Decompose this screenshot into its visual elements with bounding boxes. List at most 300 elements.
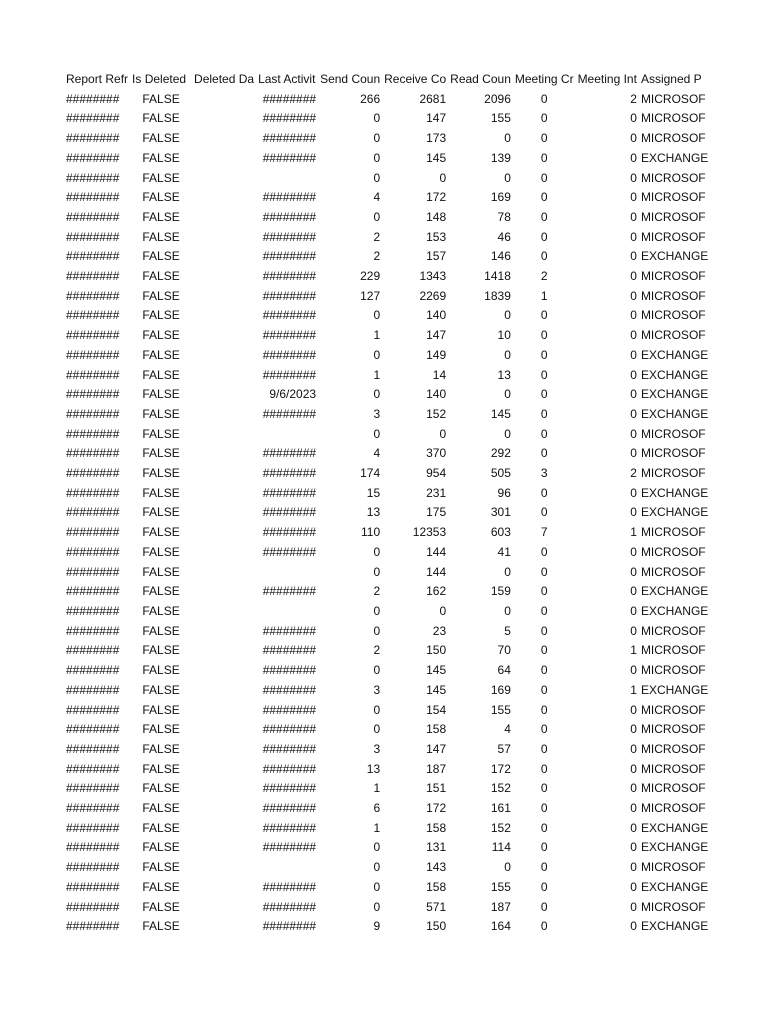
receive-count-cell[interactable]: 152 (426, 406, 447, 421)
assigned-products-cell[interactable]: MICROSOF (640, 446, 706, 461)
is-deleted-cell[interactable]: FALSE (142, 761, 180, 776)
meeting-created-cell[interactable]: 0 (540, 544, 548, 559)
last-activity-cell[interactable]: ######## (262, 801, 317, 816)
meeting-interacted-cell[interactable]: 0 (630, 505, 637, 520)
send-count-cell[interactable]: 2 (373, 643, 381, 658)
read-count-cell[interactable]: 5 (504, 623, 511, 638)
send-count-cell[interactable]: 127 (360, 288, 381, 303)
report-refresh-cell[interactable]: ######## (66, 249, 120, 264)
deleted-date-cell[interactable] (192, 622, 256, 642)
receive-count-cell[interactable]: 12353 (412, 525, 447, 540)
assigned-products-cell[interactable]: MICROSOF (640, 466, 706, 481)
send-count-cell[interactable]: 0 (373, 603, 381, 618)
read-count-cell[interactable]: 0 (504, 564, 511, 579)
receive-count-cell[interactable]: 158 (426, 722, 447, 737)
meeting-created-cell[interactable]: 0 (540, 840, 548, 855)
header-send-count[interactable]: Send Coun (320, 72, 381, 86)
meeting-created-cell[interactable]: 0 (540, 111, 548, 126)
assigned-products-cell[interactable]: EXCHANGE (640, 820, 709, 835)
meeting-interacted-cell[interactable]: 0 (630, 781, 637, 796)
report-refresh-cell[interactable]: ######## (66, 505, 120, 520)
assigned-products-cell[interactable]: MICROSOF (640, 229, 706, 244)
send-count-cell[interactable]: 0 (373, 111, 381, 126)
send-count-cell[interactable]: 1 (373, 781, 381, 796)
meeting-interacted-cell[interactable]: 0 (630, 702, 637, 717)
report-refresh-cell[interactable]: ######## (66, 820, 120, 835)
assigned-products-cell[interactable]: MICROSOF (640, 663, 706, 678)
send-count-cell[interactable]: 0 (373, 426, 381, 441)
send-count-cell[interactable]: 3 (373, 406, 381, 421)
read-count-cell[interactable]: 0 (504, 347, 511, 362)
meeting-created-cell[interactable]: 0 (540, 150, 548, 165)
send-count-cell[interactable]: 1 (373, 328, 381, 343)
deleted-date-cell[interactable] (192, 838, 256, 858)
meeting-created-cell[interactable]: 0 (540, 820, 548, 835)
read-count-cell[interactable]: 0 (504, 860, 511, 875)
is-deleted-cell[interactable]: FALSE (142, 682, 180, 697)
is-deleted-cell[interactable]: FALSE (142, 722, 180, 737)
is-deleted-cell[interactable]: FALSE (142, 663, 180, 678)
meeting-interacted-cell[interactable]: 0 (630, 544, 637, 559)
report-refresh-cell[interactable]: ######## (66, 485, 120, 500)
deleted-date-cell[interactable] (192, 109, 256, 129)
meeting-interacted-cell[interactable]: 0 (630, 229, 637, 244)
assigned-products-cell[interactable]: MICROSOF (640, 170, 706, 185)
send-count-cell[interactable]: 110 (360, 525, 381, 540)
last-activity-cell[interactable]: ######## (262, 643, 317, 658)
report-refresh-cell[interactable]: ######## (66, 308, 120, 323)
send-count-cell[interactable]: 0 (373, 623, 381, 638)
is-deleted-cell[interactable]: FALSE (142, 190, 180, 205)
deleted-date-cell[interactable] (192, 425, 256, 445)
assigned-products-cell[interactable]: EXCHANGE (640, 840, 709, 855)
assigned-products-cell[interactable]: EXCHANGE (640, 485, 709, 500)
last-activity-cell[interactable]: ######## (262, 525, 317, 540)
receive-count-cell[interactable]: 153 (426, 229, 447, 244)
send-count-cell[interactable]: 0 (373, 209, 381, 224)
meeting-interacted-cell[interactable]: 0 (630, 801, 637, 816)
last-activity-cell[interactable]: ######## (262, 209, 317, 224)
send-count-cell[interactable]: 2 (373, 249, 381, 264)
report-refresh-cell[interactable]: ######## (66, 466, 120, 481)
meeting-interacted-cell[interactable]: 0 (630, 919, 637, 934)
deleted-date-cell[interactable] (192, 385, 256, 405)
is-deleted-cell[interactable]: FALSE (142, 269, 180, 284)
deleted-date-cell[interactable] (192, 366, 256, 386)
assigned-products-cell[interactable]: MICROSOF (640, 269, 706, 284)
meeting-created-cell[interactable]: 0 (540, 308, 548, 323)
meeting-interacted-cell[interactable]: 0 (630, 663, 637, 678)
meeting-interacted-cell[interactable]: 0 (630, 308, 637, 323)
meeting-interacted-cell[interactable]: 0 (630, 131, 637, 146)
send-count-cell[interactable]: 2 (373, 584, 381, 599)
header-report-refresh[interactable]: Report Refr (66, 72, 129, 86)
meeting-created-cell[interactable]: 0 (540, 190, 548, 205)
deleted-date-cell[interactable] (192, 602, 256, 622)
meeting-created-cell[interactable]: 0 (540, 229, 548, 244)
receive-count-cell[interactable]: 143 (426, 860, 447, 875)
last-activity-cell[interactable]: ######## (262, 308, 317, 323)
meeting-created-cell[interactable]: 0 (540, 347, 548, 362)
last-activity-cell[interactable]: ######## (262, 446, 317, 461)
assigned-products-cell[interactable]: MICROSOF (640, 91, 706, 106)
meeting-interacted-cell[interactable]: 0 (630, 269, 637, 284)
meeting-created-cell[interactable]: 0 (540, 249, 548, 264)
meeting-created-cell[interactable]: 0 (540, 485, 548, 500)
last-activity-cell[interactable]: ######## (262, 466, 317, 481)
meeting-interacted-cell[interactable]: 0 (630, 722, 637, 737)
last-activity-cell[interactable] (256, 425, 318, 445)
assigned-products-cell[interactable]: MICROSOF (640, 328, 706, 343)
last-activity-cell[interactable]: ######## (262, 919, 317, 934)
send-count-cell[interactable]: 229 (360, 269, 381, 284)
receive-count-cell[interactable]: 158 (426, 879, 447, 894)
meeting-interacted-cell[interactable]: 0 (630, 741, 637, 756)
is-deleted-cell[interactable]: FALSE (142, 347, 180, 362)
is-deleted-cell[interactable]: FALSE (142, 820, 180, 835)
last-activity-cell[interactable] (256, 169, 318, 189)
last-activity-cell[interactable]: ######## (262, 150, 317, 165)
read-count-cell[interactable]: 603 (490, 525, 511, 540)
report-refresh-cell[interactable]: ######## (66, 860, 120, 875)
receive-count-cell[interactable]: 157 (426, 249, 447, 264)
meeting-interacted-cell[interactable]: 1 (630, 525, 637, 540)
meeting-interacted-cell[interactable]: 0 (630, 899, 637, 914)
send-count-cell[interactable]: 0 (373, 879, 381, 894)
last-activity-cell[interactable]: ######## (262, 702, 317, 717)
read-count-cell[interactable]: 159 (490, 584, 511, 599)
read-count-cell[interactable]: 0 (504, 131, 511, 146)
send-count-cell[interactable]: 0 (373, 544, 381, 559)
send-count-cell[interactable]: 0 (373, 170, 381, 185)
report-refresh-cell[interactable]: ######## (66, 91, 120, 106)
report-refresh-cell[interactable]: ######## (66, 781, 120, 796)
receive-count-cell[interactable]: 158 (426, 820, 447, 835)
last-activity-cell[interactable] (256, 858, 318, 878)
send-count-cell[interactable]: 3 (373, 682, 381, 697)
receive-count-cell[interactable]: 150 (426, 643, 447, 658)
read-count-cell[interactable]: 4 (504, 722, 511, 737)
deleted-date-cell[interactable] (192, 326, 256, 346)
meeting-interacted-cell[interactable]: 0 (630, 426, 637, 441)
meeting-created-cell[interactable]: 0 (540, 682, 548, 697)
receive-count-cell[interactable]: 231 (426, 485, 447, 500)
last-activity-cell[interactable]: ######## (262, 781, 317, 796)
report-refresh-cell[interactable]: ######## (66, 111, 120, 126)
report-refresh-cell[interactable]: ######## (66, 801, 120, 816)
deleted-date-cell[interactable] (192, 444, 256, 464)
report-refresh-cell[interactable]: ######## (66, 899, 120, 914)
report-refresh-cell[interactable]: ######## (66, 702, 120, 717)
receive-count-cell[interactable]: 151 (426, 781, 447, 796)
send-count-cell[interactable]: 2 (373, 229, 381, 244)
report-refresh-cell[interactable]: ######## (66, 406, 120, 421)
header-last-activity[interactable]: Last Activit (258, 72, 316, 86)
deleted-date-cell[interactable] (192, 90, 256, 110)
assigned-products-cell[interactable]: MICROSOF (640, 623, 706, 638)
send-count-cell[interactable]: 0 (373, 663, 381, 678)
last-activity-cell[interactable]: ######## (262, 111, 317, 126)
is-deleted-cell[interactable]: FALSE (142, 406, 180, 421)
last-activity-cell[interactable]: ######## (262, 328, 317, 343)
read-count-cell[interactable]: 172 (490, 761, 511, 776)
read-count-cell[interactable]: 46 (497, 229, 511, 244)
last-activity-cell[interactable]: ######## (262, 741, 317, 756)
header-deleted-date[interactable]: Deleted Da (194, 72, 255, 86)
last-activity-cell[interactable] (256, 563, 318, 583)
read-count-cell[interactable]: 57 (497, 741, 511, 756)
last-activity-cell[interactable]: ######## (262, 899, 317, 914)
is-deleted-cell[interactable]: FALSE (142, 426, 180, 441)
last-activity-cell[interactable]: ######## (262, 288, 317, 303)
is-deleted-cell[interactable]: FALSE (142, 328, 180, 343)
deleted-date-cell[interactable] (192, 503, 256, 523)
meeting-interacted-cell[interactable]: 0 (630, 209, 637, 224)
report-refresh-cell[interactable]: ######## (66, 879, 120, 894)
is-deleted-cell[interactable]: FALSE (142, 840, 180, 855)
assigned-products-cell[interactable]: MICROSOF (640, 209, 706, 224)
receive-count-cell[interactable]: 140 (426, 308, 447, 323)
receive-count-cell[interactable]: 173 (426, 131, 447, 146)
read-count-cell[interactable]: 64 (497, 663, 511, 678)
meeting-interacted-cell[interactable]: 2 (630, 466, 637, 481)
deleted-date-cell[interactable] (192, 661, 256, 681)
last-activity-cell[interactable]: 9/6/2023 (269, 387, 317, 402)
meeting-created-cell[interactable]: 0 (540, 426, 548, 441)
assigned-products-cell[interactable]: EXCHANGE (640, 584, 709, 599)
meeting-created-cell[interactable]: 7 (540, 525, 548, 540)
last-activity-cell[interactable]: ######## (262, 229, 317, 244)
send-count-cell[interactable]: 0 (373, 564, 381, 579)
read-count-cell[interactable]: 292 (490, 446, 511, 461)
meeting-interacted-cell[interactable]: 1 (630, 682, 637, 697)
meeting-created-cell[interactable]: 0 (540, 702, 548, 717)
report-refresh-cell[interactable]: ######## (66, 919, 120, 934)
receive-count-cell[interactable]: 145 (426, 682, 447, 697)
last-activity-cell[interactable]: ######## (262, 505, 317, 520)
last-activity-cell[interactable] (256, 602, 318, 622)
receive-count-cell[interactable]: 145 (426, 663, 447, 678)
receive-count-cell[interactable]: 187 (426, 761, 447, 776)
send-count-cell[interactable]: 4 (373, 190, 381, 205)
receive-count-cell[interactable]: 172 (426, 190, 447, 205)
assigned-products-cell[interactable]: MICROSOF (640, 564, 706, 579)
is-deleted-cell[interactable]: FALSE (142, 525, 180, 540)
is-deleted-cell[interactable]: FALSE (142, 229, 180, 244)
is-deleted-cell[interactable]: FALSE (142, 170, 180, 185)
read-count-cell[interactable]: 114 (491, 840, 511, 855)
is-deleted-cell[interactable]: FALSE (142, 801, 180, 816)
deleted-date-cell[interactable] (192, 247, 256, 267)
last-activity-cell[interactable]: ######## (262, 663, 317, 678)
is-deleted-cell[interactable]: FALSE (142, 702, 180, 717)
send-count-cell[interactable]: 3 (373, 741, 381, 756)
deleted-date-cell[interactable] (192, 858, 256, 878)
meeting-created-cell[interactable]: 0 (540, 919, 548, 934)
assigned-products-cell[interactable]: MICROSOF (640, 702, 706, 717)
read-count-cell[interactable]: 145 (490, 406, 511, 421)
send-count-cell[interactable]: 0 (373, 387, 381, 402)
deleted-date-cell[interactable] (192, 563, 256, 583)
send-count-cell[interactable]: 0 (373, 308, 381, 323)
receive-count-cell[interactable]: 954 (426, 466, 447, 481)
is-deleted-cell[interactable]: FALSE (142, 741, 180, 756)
meeting-created-cell[interactable]: 0 (540, 209, 548, 224)
send-count-cell[interactable]: 6 (373, 801, 381, 816)
last-activity-cell[interactable]: ######## (262, 879, 317, 894)
is-deleted-cell[interactable]: FALSE (142, 91, 180, 106)
read-count-cell[interactable]: 96 (497, 485, 511, 500)
deleted-date-cell[interactable] (192, 208, 256, 228)
last-activity-cell[interactable]: ######## (262, 544, 317, 559)
read-count-cell[interactable]: 164 (490, 919, 511, 934)
last-activity-cell[interactable]: ######## (262, 131, 317, 146)
last-activity-cell[interactable]: ######## (262, 91, 317, 106)
meeting-interacted-cell[interactable]: 0 (630, 820, 637, 835)
read-count-cell[interactable]: 1418 (484, 269, 511, 284)
send-count-cell[interactable]: 174 (360, 466, 381, 481)
is-deleted-cell[interactable]: FALSE (142, 446, 180, 461)
report-refresh-cell[interactable]: ######## (66, 426, 120, 441)
read-count-cell[interactable]: 301 (490, 505, 511, 520)
report-refresh-cell[interactable]: ######## (66, 288, 120, 303)
read-count-cell[interactable]: 10 (497, 328, 511, 343)
is-deleted-cell[interactable]: FALSE (142, 781, 180, 796)
read-count-cell[interactable]: 0 (504, 426, 511, 441)
read-count-cell[interactable]: 78 (497, 209, 511, 224)
assigned-products-cell[interactable]: EXCHANGE (640, 505, 709, 520)
deleted-date-cell[interactable] (192, 188, 256, 208)
is-deleted-cell[interactable]: FALSE (142, 879, 180, 894)
send-count-cell[interactable]: 15 (366, 485, 381, 500)
assigned-products-cell[interactable]: EXCHANGE (640, 347, 709, 362)
deleted-date-cell[interactable] (192, 484, 256, 504)
deleted-date-cell[interactable] (192, 582, 256, 602)
meeting-created-cell[interactable]: 2 (540, 269, 548, 284)
receive-count-cell[interactable]: 147 (426, 741, 447, 756)
meeting-interacted-cell[interactable]: 0 (630, 367, 637, 382)
last-activity-cell[interactable]: ######## (262, 485, 317, 500)
assigned-products-cell[interactable]: MICROSOF (640, 426, 706, 441)
header-read-count[interactable]: Read Coun (450, 72, 511, 86)
send-count-cell[interactable]: 1 (373, 367, 381, 382)
read-count-cell[interactable]: 169 (490, 682, 511, 697)
deleted-date-cell[interactable] (192, 720, 256, 740)
deleted-date-cell[interactable] (192, 878, 256, 898)
meeting-created-cell[interactable]: 0 (540, 564, 548, 579)
assigned-products-cell[interactable]: MICROSOF (640, 722, 706, 737)
is-deleted-cell[interactable]: FALSE (142, 603, 180, 618)
assigned-products-cell[interactable]: MICROSOF (640, 899, 706, 914)
send-count-cell[interactable]: 0 (373, 840, 381, 855)
meeting-created-cell[interactable]: 0 (540, 781, 548, 796)
meeting-created-cell[interactable]: 0 (540, 131, 548, 146)
report-refresh-cell[interactable]: ######## (66, 150, 120, 165)
receive-count-cell[interactable]: 172 (426, 801, 447, 816)
is-deleted-cell[interactable]: FALSE (142, 623, 180, 638)
report-refresh-cell[interactable]: ######## (66, 328, 120, 343)
meeting-created-cell[interactable]: 0 (540, 603, 548, 618)
assigned-products-cell[interactable]: EXCHANGE (640, 406, 709, 421)
header-receive-count[interactable]: Receive Co (384, 72, 447, 86)
receive-count-cell[interactable]: 14 (432, 367, 447, 382)
read-count-cell[interactable]: 146 (490, 249, 511, 264)
send-count-cell[interactable]: 0 (373, 722, 381, 737)
meeting-interacted-cell[interactable]: 0 (630, 190, 637, 205)
last-activity-cell[interactable]: ######## (262, 682, 317, 697)
read-count-cell[interactable]: 161 (490, 801, 511, 816)
receive-count-cell[interactable]: 0 (439, 603, 447, 618)
is-deleted-cell[interactable]: FALSE (142, 308, 180, 323)
report-refresh-cell[interactable]: ######## (66, 722, 120, 737)
meeting-created-cell[interactable]: 0 (540, 879, 548, 894)
meeting-created-cell[interactable]: 0 (540, 367, 548, 382)
report-refresh-cell[interactable]: ######## (66, 209, 120, 224)
report-refresh-cell[interactable]: ######## (66, 347, 120, 362)
last-activity-cell[interactable]: ######## (262, 820, 317, 835)
meeting-created-cell[interactable]: 0 (540, 801, 548, 816)
meeting-created-cell[interactable]: 0 (540, 584, 548, 599)
deleted-date-cell[interactable] (192, 779, 256, 799)
last-activity-cell[interactable]: ######## (262, 269, 317, 284)
is-deleted-cell[interactable]: FALSE (142, 919, 180, 934)
send-count-cell[interactable]: 0 (373, 860, 381, 875)
meeting-created-cell[interactable]: 3 (540, 466, 548, 481)
meeting-interacted-cell[interactable]: 0 (630, 328, 637, 343)
assigned-products-cell[interactable]: EXCHANGE (640, 603, 709, 618)
deleted-date-cell[interactable] (192, 287, 256, 307)
report-refresh-cell[interactable]: ######## (66, 603, 120, 618)
meeting-created-cell[interactable]: 0 (540, 446, 548, 461)
send-count-cell[interactable]: 13 (366, 505, 381, 520)
deleted-date-cell[interactable] (192, 169, 256, 189)
meeting-created-cell[interactable]: 0 (540, 91, 548, 106)
assigned-products-cell[interactable]: MICROSOF (640, 643, 706, 658)
receive-count-cell[interactable]: 147 (426, 111, 447, 126)
is-deleted-cell[interactable]: FALSE (142, 643, 180, 658)
deleted-date-cell[interactable] (192, 701, 256, 721)
report-refresh-cell[interactable]: ######## (66, 229, 120, 244)
report-refresh-cell[interactable]: ######## (66, 544, 120, 559)
header-meeting-interacted[interactable]: Meeting Int (577, 72, 637, 86)
assigned-products-cell[interactable]: EXCHANGE (640, 249, 709, 264)
deleted-date-cell[interactable] (192, 405, 256, 425)
header-is-deleted[interactable]: Is Deleted (132, 72, 187, 86)
last-activity-cell[interactable]: ######## (262, 249, 317, 264)
read-count-cell[interactable]: 13 (497, 367, 511, 382)
receive-count-cell[interactable]: 131 (426, 840, 447, 855)
receive-count-cell[interactable]: 571 (426, 899, 447, 914)
assigned-products-cell[interactable]: EXCHANGE (640, 919, 709, 934)
send-count-cell[interactable]: 4 (373, 446, 381, 461)
read-count-cell[interactable]: 70 (497, 643, 511, 658)
meeting-interacted-cell[interactable]: 0 (630, 761, 637, 776)
meeting-interacted-cell[interactable]: 0 (630, 485, 637, 500)
is-deleted-cell[interactable]: FALSE (142, 387, 180, 402)
report-refresh-cell[interactable]: ######## (66, 623, 120, 638)
last-activity-cell[interactable]: ######## (262, 584, 317, 599)
last-activity-cell[interactable]: ######## (262, 347, 317, 362)
deleted-date-cell[interactable] (192, 543, 256, 563)
meeting-created-cell[interactable]: 0 (540, 387, 548, 402)
receive-count-cell[interactable]: 149 (426, 347, 447, 362)
last-activity-cell[interactable]: ######## (262, 406, 317, 421)
is-deleted-cell[interactable]: FALSE (142, 505, 180, 520)
receive-count-cell[interactable]: 0 (439, 426, 447, 441)
read-count-cell[interactable]: 0 (504, 170, 511, 185)
meeting-interacted-cell[interactable]: 0 (630, 347, 637, 362)
assigned-products-cell[interactable]: MICROSOF (640, 761, 706, 776)
